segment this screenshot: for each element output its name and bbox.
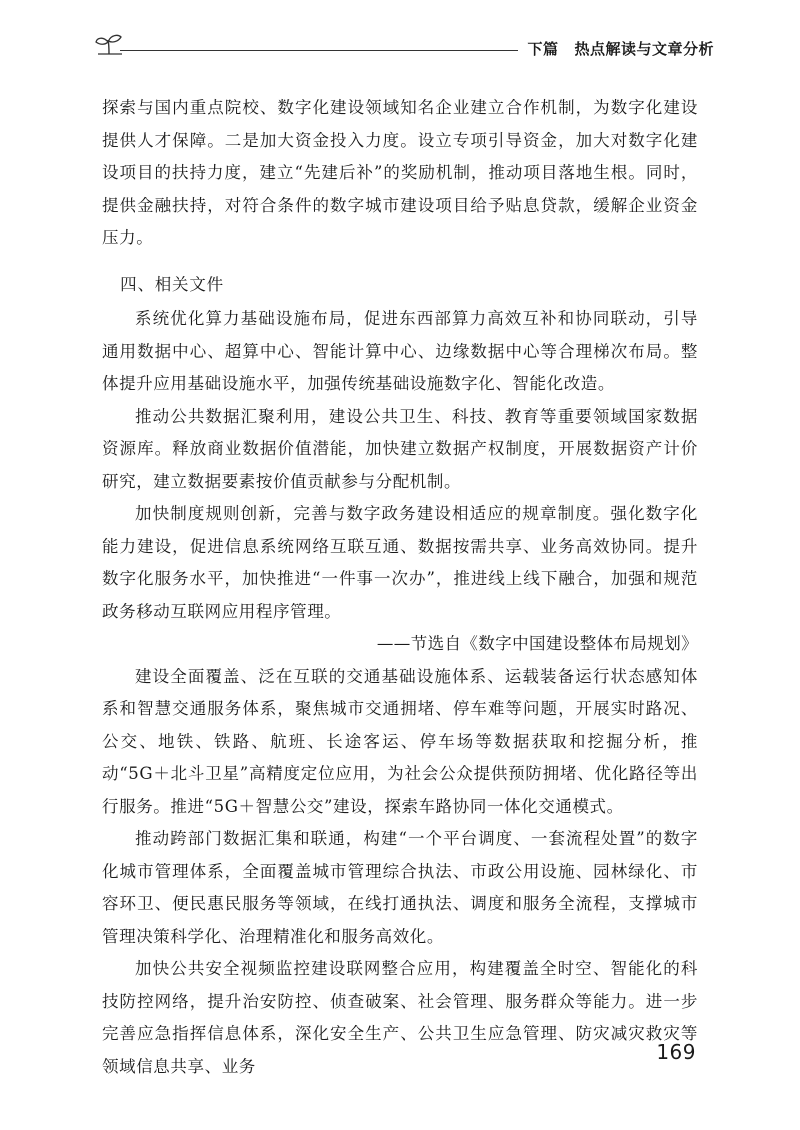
page-number: 169 <box>656 1040 696 1064</box>
header-rule <box>120 50 518 51</box>
header-part: 下篇 <box>527 40 559 58</box>
section-heading: 四、相关文件 <box>120 274 224 294</box>
body-text <box>102 92 698 1083</box>
paragraph-1: 探索与国内重点院校、数字化建设领域知名企业建立合作机制，为数字化建设提供人才保障。二是加大资金投入力度。设立专项引导资金，加大对数字化建设项目的扶持力度，建立“先建后补”的奖励机制，推动项目落地生根。同时，提供金融扶持，对符合条件的数字城市建设项目给予贴息贷款，缓解企业资金压力。 <box>102 98 698 247</box>
paragraph-5: 建设全面覆盖、泛在互联的交通基础设施体系、运载装备运行状态感知体系和智慧交通服务体系，聚焦城市交通拥堵、停车难等问题，开展实时路况、公交、地铁、铁路、航班、长途客运、停车场等数据获取和挖掘分析，推动“5G＋北斗卫星”高精度定位应用，为社会公众提供预防拥堵、优化路径等出行服务。推进“5G＋智慧公交”建设，探索车路协同一体化交通模式。 <box>102 666 698 816</box>
header-section: 热点解读与文章分析 <box>574 40 714 58</box>
paragraph-6: 推动跨部门数据汇集和联通，构建“一个平台调度、一套流程处置”的数字化城市管理体系，全面覆盖城市管理综合执法、市政公用设施、园林绿化、市容环卫、便民惠民服务等领域，在线打通执法、调度和服务全流程，支撑城市管理决策科学化、治理精准化和服务高效化。 <box>102 829 698 946</box>
paragraph-3: 推动公共数据汇聚利用，建设公共卫生、科技、教育等重要领域国家数据资源库。释放商业数据价值潜能，加快建立数据产权制度，开展数据资产计价研究，建立数据要素按价值贡献参与分配机制。 <box>102 406 698 491</box>
paragraph-2: 系统优化算力基础设施布局，促进东西部算力高效互补和协同联动，引导通用数据中心、超算中心、智能计算中心、边缘数据中心等合理梯次布局。整体提升应用基础设施水平，加强传统基础设施数字化、智能化改造。 <box>102 309 698 393</box>
source-citation: ——节选自《数字中国建设整体布局规划》 <box>376 634 698 653</box>
paragraph-4: 加快制度规则创新，完善与数字政务建设相适应的规章制度。强化数字化能力建设，促进信息系统网络互联互通、数据按需共享、业务高效协同。提升数字化服务水平，加快推进“一件事一次办”，推进线上线下融合，加强和规范政务移动互联网应用程序管理。 <box>102 504 698 621</box>
header-title <box>527 38 714 59</box>
paragraph-7: 加快公共安全视频监控建设联网整合应用，构建覆盖全时空、智能化的科技防控网络，提升治安防控、侦查破案、社会管理、服务群众等能力。进一步完善应急指挥信息体系，深化安全生产、公共卫生应急管理、防灾减灾救灾等领域信息共享、业务 <box>102 959 698 1076</box>
sprout-icon <box>94 32 124 56</box>
running-header <box>94 30 714 64</box>
